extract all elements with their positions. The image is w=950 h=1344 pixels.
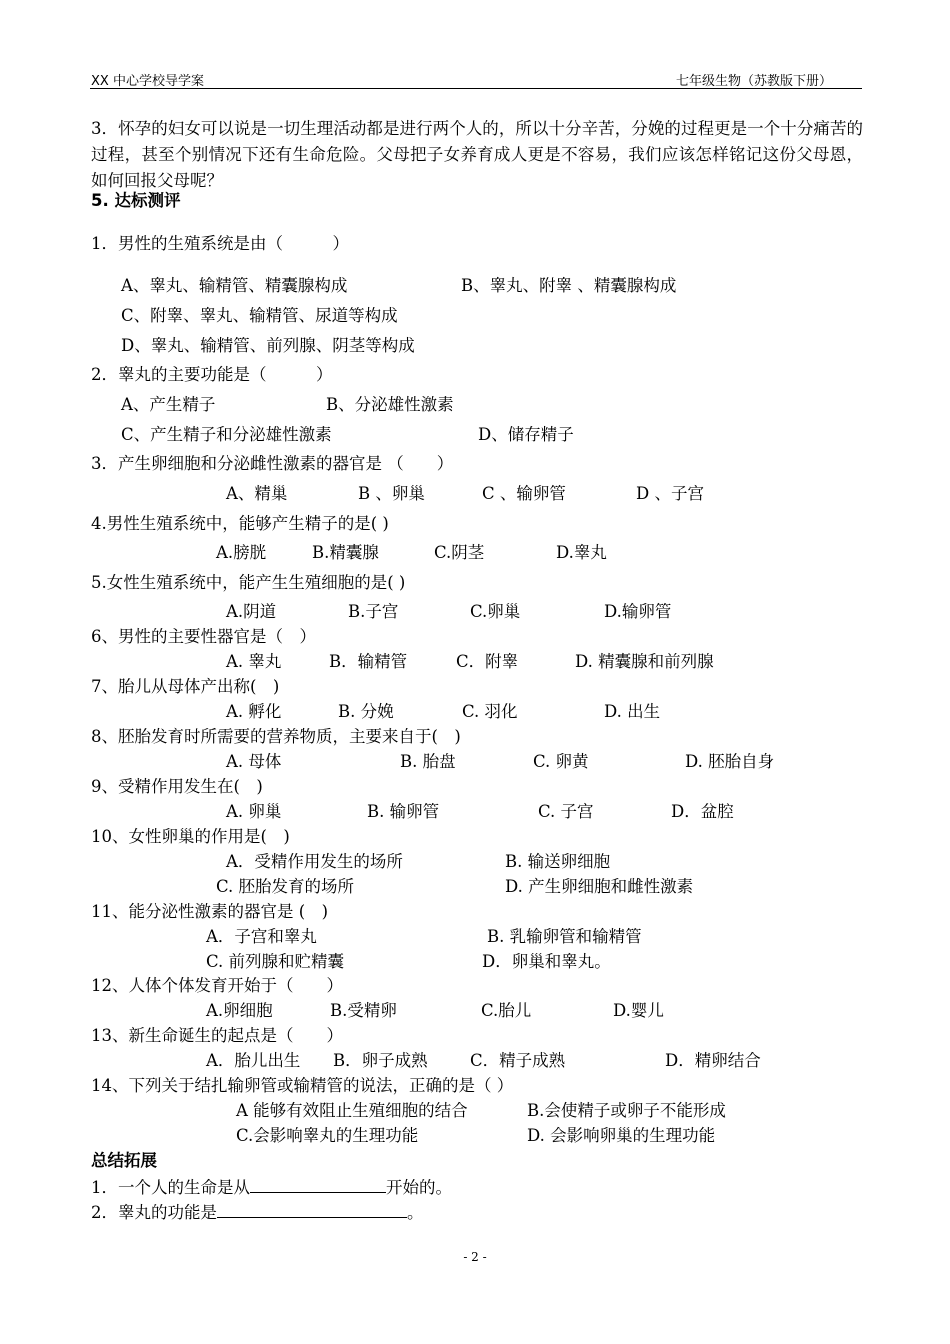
question-stem: 2．睾丸的主要功能是（ ） xyxy=(91,365,333,384)
option: A.膀胱 xyxy=(216,543,267,562)
option: A.阴道 xyxy=(226,602,277,621)
summary-q2-suffix: 。 xyxy=(407,1203,424,1222)
option: D.输卵管 xyxy=(604,602,672,621)
option: A．胎儿出生 xyxy=(206,1051,301,1070)
option: B.受精卵 xyxy=(330,1001,397,1020)
question-stem: 1．男性的生殖系统是由（ ） xyxy=(91,234,349,253)
page-number: - 2 - xyxy=(463,1250,487,1264)
option: C.胎儿 xyxy=(481,1001,532,1020)
fill-in-blank[interactable] xyxy=(250,1176,386,1193)
option: C、附睾、睾丸、输精管、尿道等构成 xyxy=(121,306,398,325)
option: B. 输卵管 xyxy=(367,802,440,821)
question-stem: 8、胚胎发育时所需要的营养物质，主要来自于( ) xyxy=(91,727,461,746)
option: B.子宫 xyxy=(348,602,399,621)
option: A. 母体 xyxy=(226,752,282,771)
header-right: 七年级生物（苏教版下册） xyxy=(675,74,832,89)
option: A、精巢 xyxy=(226,484,288,503)
option: C. 子宫 xyxy=(538,802,594,821)
option: B. 分娩 xyxy=(338,702,394,721)
option: C 、输卵管 xyxy=(482,484,566,503)
option: D.睾丸 xyxy=(556,543,607,562)
option: C.卵巢 xyxy=(470,602,521,621)
option: C. 卵黄 xyxy=(533,752,589,771)
option: C.阴茎 xyxy=(434,543,485,562)
option: B.会使精子或卵子不能形成 xyxy=(527,1101,726,1120)
question-stem: 13、新生命诞生的起点是（ ） xyxy=(91,1026,343,1045)
summary-q1-prefix: 1．一个人的生命是从 xyxy=(91,1178,250,1197)
option: C. 羽化 xyxy=(462,702,518,721)
option: B. 胎盘 xyxy=(400,752,456,771)
intro-paragraph: 3．怀孕的妇女可以说是一切生理活动都是进行两个人的，所以十分辛苦，分娩的过程更是一个十分痛苦的过程，甚至个别情况下还有生命危险。父母把子女养育成人更是不容易，我们应该怎样铭记这份父母恩，如何回报父母呢？ xyxy=(91,119,863,190)
option: D. 胚胎自身 xyxy=(685,752,775,771)
option: D. 精囊腺和前列腺 xyxy=(575,652,714,671)
question-stem: 4.男性生殖系统中，能够产生精子的是( ) xyxy=(91,514,389,533)
question-stem: 5.女性生殖系统中，能产生生殖细胞的是( ) xyxy=(91,573,406,592)
option: A.卵细胞 xyxy=(206,1001,273,1020)
option: D、储存精子 xyxy=(478,425,574,444)
option: D．盆腔 xyxy=(671,802,734,821)
question-stem: 12、人体个体发育开始于（ ） xyxy=(91,976,343,995)
option: B．卵子成熟 xyxy=(333,1051,428,1070)
option: D. 产生卵细胞和雌性激素 xyxy=(505,877,694,896)
option: D、睾丸、输精管、前列腺、阴茎等构成 xyxy=(121,336,415,355)
option: C．精子成熟 xyxy=(470,1051,566,1070)
summary-question-1 xyxy=(91,1176,452,1198)
option: B、分泌雄性激素 xyxy=(326,395,454,414)
option: D．精卵结合 xyxy=(665,1051,761,1070)
fill-in-blank[interactable] xyxy=(217,1201,407,1218)
option: A. 卵巢 xyxy=(226,802,282,821)
summary-q1-suffix: 开始的。 xyxy=(386,1178,452,1197)
option: C.会影响睾丸的生理功能 xyxy=(236,1126,419,1145)
question-stem: 7、胎儿从母体产出称( ) xyxy=(91,677,280,696)
option: A．受精作用发生的场所 xyxy=(226,852,403,871)
option: A 能够有效阻止生殖细胞的结合 xyxy=(236,1101,468,1120)
question-stem: 11、能分泌性激素的器官是 ( ) xyxy=(91,902,329,921)
summary-title: 总结拓展 xyxy=(91,1151,157,1170)
option: C. 前列腺和贮精囊 xyxy=(206,952,345,971)
question-stem: 3．产生卵细胞和分泌雌性激素的器官是 （ ） xyxy=(91,454,454,473)
section-title: 5. 达标测评 xyxy=(91,191,181,210)
summary-q2-prefix: 2．睾丸的功能是 xyxy=(91,1203,217,1222)
question-stem: 10、女性卵巢的作用是( ) xyxy=(91,827,290,846)
option: B.精囊腺 xyxy=(312,543,379,562)
header-left: XX 中心学校导学案 xyxy=(91,74,204,89)
option: D．卵巢和睾丸。 xyxy=(482,952,611,971)
option: B、睾丸、附睾 、精囊腺构成 xyxy=(461,276,677,295)
option: B. 乳输卵管和输精管 xyxy=(487,927,642,946)
option: D. 出生 xyxy=(604,702,661,721)
question-stem: 9、受精作用发生在( ) xyxy=(91,777,263,796)
question-stem: 6、男性的主要性器官是（ ） xyxy=(91,627,316,646)
option: A. 睾丸 xyxy=(226,652,282,671)
option: A、产生精子 xyxy=(121,395,216,414)
option: A、睾丸、输精管、精囊腺构成 xyxy=(121,276,348,295)
option: D 、子宫 xyxy=(636,484,704,503)
option: B 、卵巢 xyxy=(358,484,425,503)
option: C. 胚胎发育的场所 xyxy=(216,877,355,896)
summary-question-2 xyxy=(91,1201,424,1223)
option: C．附睾 xyxy=(456,652,519,671)
option: D.婴儿 xyxy=(613,1001,664,1020)
option: B．输精管 xyxy=(329,652,408,671)
option: C、产生精子和分泌雄性激素 xyxy=(121,425,332,444)
question-stem: 14、下列关于结扎输卵管或输精管的说法，正确的是（ ） xyxy=(91,1076,514,1095)
option: D. 会影响卵巢的生理功能 xyxy=(527,1126,716,1145)
option: B. 输送卵细胞 xyxy=(505,852,611,871)
option: A．子宫和睾丸 xyxy=(206,927,317,946)
header-rule xyxy=(90,88,862,89)
option: A. 孵化 xyxy=(226,702,282,721)
